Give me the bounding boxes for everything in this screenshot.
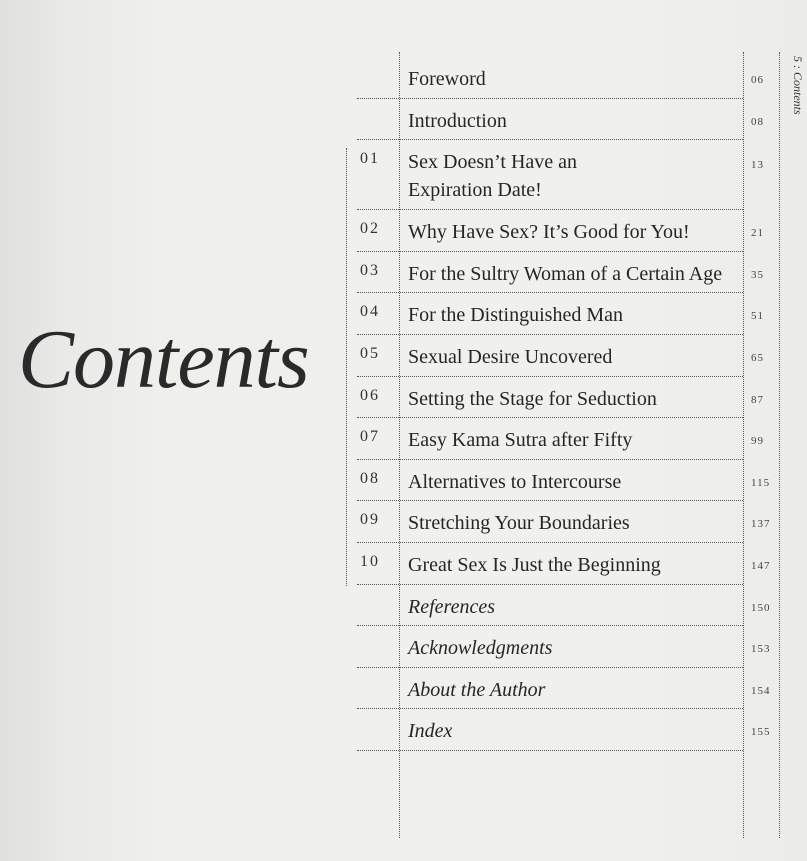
page-number: 08: [751, 115, 764, 128]
page-number: 154: [751, 684, 771, 697]
page-number: 137: [751, 518, 771, 531]
toc-entry-chapter-08[interactable]: [357, 460, 771, 502]
chapter-number: 10: [360, 552, 380, 570]
chapter-number: 09: [360, 511, 380, 529]
entry-title: Sexual Desire Uncovered: [408, 345, 613, 368]
page-number: 06: [751, 74, 764, 86]
entry-title: For the Distinguished Man: [408, 304, 623, 327]
page-number: 155: [751, 726, 771, 739]
toc-entry-references[interactable]: [357, 585, 771, 627]
toc-entry-chapter-01[interactable]: [357, 140, 764, 210]
page-number: 147: [751, 559, 771, 572]
page-number: 21: [751, 227, 764, 240]
page-title: Contents: [18, 313, 309, 406]
toc-entry-chapter-09[interactable]: [357, 501, 771, 543]
chapter-number: 03: [360, 261, 380, 279]
entry-title: Acknowledgments: [408, 637, 553, 660]
toc-entry-chapter-02[interactable]: [357, 210, 764, 252]
chapter-number: 06: [360, 386, 380, 404]
toc-entry-index[interactable]: [357, 709, 771, 751]
entry-title: Foreword: [408, 68, 486, 90]
entry-title: Why Have Sex? It’s Good for You!: [408, 221, 690, 244]
entry-title: Setting the Stage for Seduction: [408, 387, 657, 410]
chapter-number: 04: [360, 303, 380, 321]
table-of-contents: [357, 57, 771, 751]
entry-title: Sex Doesn’t Have an Expiration Date!: [408, 151, 578, 202]
toc-entry-chapter-05[interactable]: [357, 335, 764, 377]
page-number: 65: [751, 351, 764, 364]
chapter-number: 01: [360, 150, 380, 168]
running-head: 5 : Contents: [791, 56, 805, 115]
toc-entry-about-the-author[interactable]: [357, 668, 771, 710]
page-number: 150: [751, 601, 771, 614]
page-number: 35: [751, 268, 764, 281]
toc-entry-chapter-10[interactable]: [357, 543, 771, 585]
toc-entry-chapter-07[interactable]: [357, 418, 764, 460]
toc-entry-chapter-06[interactable]: [357, 377, 764, 419]
entry-title: Stretching Your Boundaries: [408, 512, 630, 535]
chapter-number: 05: [360, 344, 380, 362]
chapter-number: 02: [360, 220, 380, 238]
toc-entry-chapter-04[interactable]: [357, 293, 764, 335]
page-number: 115: [751, 476, 771, 489]
page-number: 87: [751, 393, 764, 406]
page-number: 51: [751, 310, 764, 323]
entry-title: Index: [408, 720, 453, 743]
page-number: 13: [751, 159, 764, 172]
toc-entry-acknowledgments[interactable]: [357, 626, 771, 668]
entry-title: Introduction: [408, 109, 507, 132]
entry-title: About the Author: [408, 678, 546, 701]
toc-entry-introduction[interactable]: [357, 99, 764, 141]
entry-title: For the Sultry Woman of a Certain Age: [408, 262, 723, 285]
chapter-number: 07: [360, 428, 380, 446]
entry-title: Alternatives to Intercourse: [408, 470, 622, 493]
entry-title: Great Sex Is Just the Beginning: [408, 553, 661, 576]
chapter-number: 08: [360, 469, 380, 487]
toc-entry-chapter-03[interactable]: [357, 252, 764, 294]
page-number: 99: [751, 435, 764, 448]
page-number: 153: [751, 643, 771, 656]
edge-rule: [779, 52, 780, 838]
toc-entry-foreword[interactable]: [357, 57, 764, 99]
entry-title: References: [408, 595, 495, 618]
chapter-number-rule: [346, 148, 347, 586]
entry-title: Easy Kama Sutra after Fifty: [408, 429, 633, 452]
